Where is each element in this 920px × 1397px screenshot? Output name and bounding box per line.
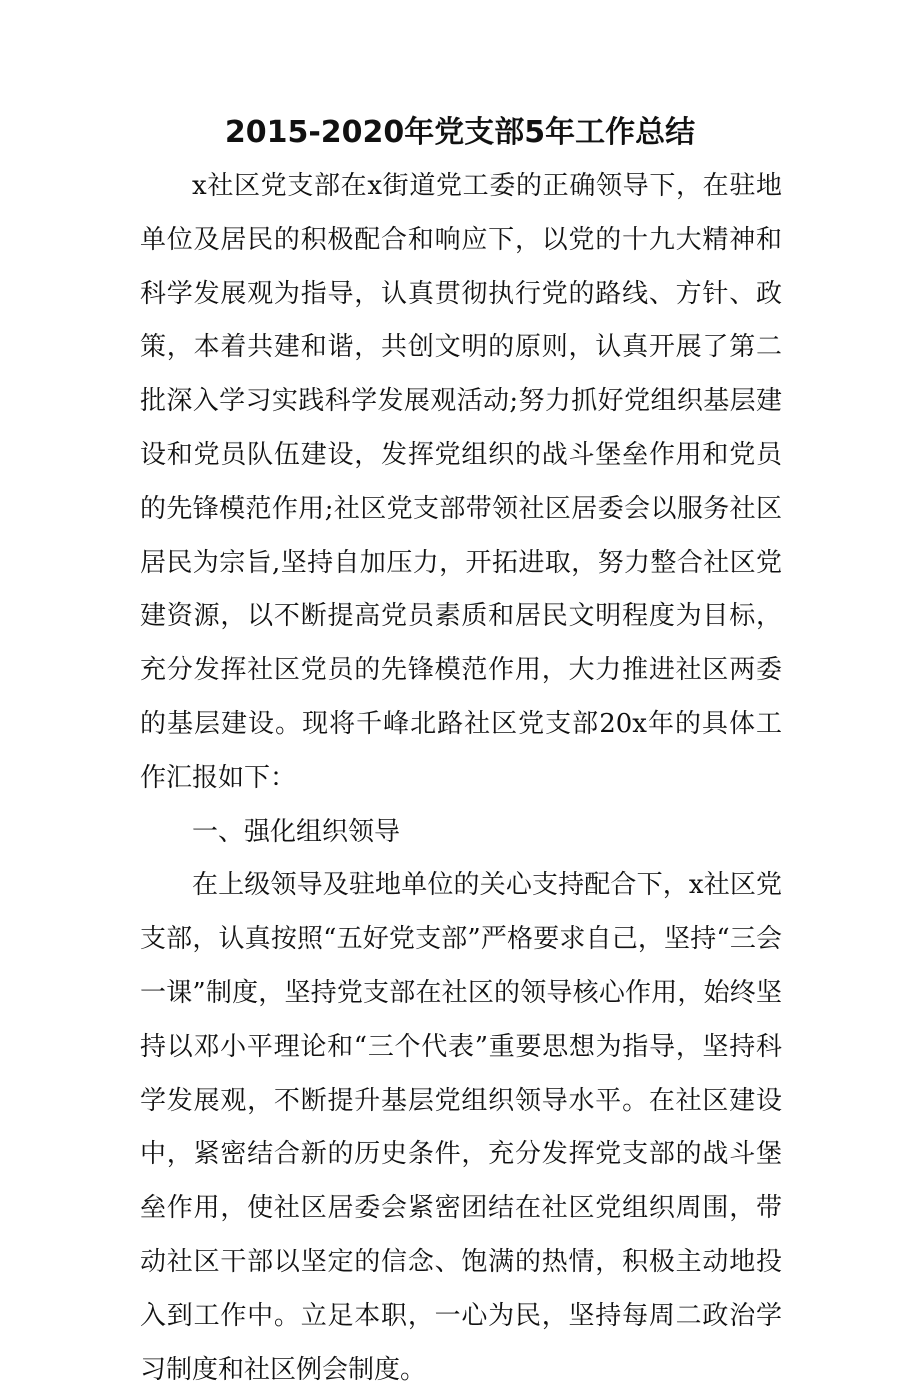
paragraph-section-1: 在上级领导及驻地单位的关心支持配合下，x社区党支部，认真按照“五好党支部”严格要求自己，坚持“三会一课”制度，坚持党支部在社区的领导核心作用，始终坚持以邓小平理论和“三个代表”重要思想为指导，坚持科学发展观，不断提升基层党组织领导水平。在社区建设中，紧密结合新的历史条件，充分发挥党支部的战斗堡垒作用，使社区居委会紧密团结在社区党组织周围，带动社区干部以坚定的信念、饱满的热情，积极主动地投入到工作中。立足本职，一心为民，坚持每周二政治学习制度和社区例会制度。 [140,870,782,1385]
document-body [140,160,782,1397]
section-heading-1: 一、强化组织领导 [192,816,401,847]
document-title: 2015-2020年党支部5年工作总结 [224,115,696,150]
paragraph-intro: x社区党支部在x街道党工委的正确领导下，在驻地单位及居民的积极配合和响应下，以党的十九大精神和科学发展观为指导，认真贯彻执行党的路线、方针、政策，本着共建和谐，共创文明的原则，认真开展了第二批深入学习实践科学发展观活动;努力抓好党组织基层建设和党员队伍建设，发挥党组织的战斗堡垒作用和党员的先锋模范作用;社区党支部带领社区居委会以服务社区居民为宗旨,坚持自加压力，开拓进取，努力整合社区党建资源，以不断提高党员素质和居民文明程度为目标，充分发挥社区党员的先锋模范作用，大力推进社区两委的基层建设。现将千峰北路社区党支部20x年的具体工作汇报如下： [140,171,782,793]
